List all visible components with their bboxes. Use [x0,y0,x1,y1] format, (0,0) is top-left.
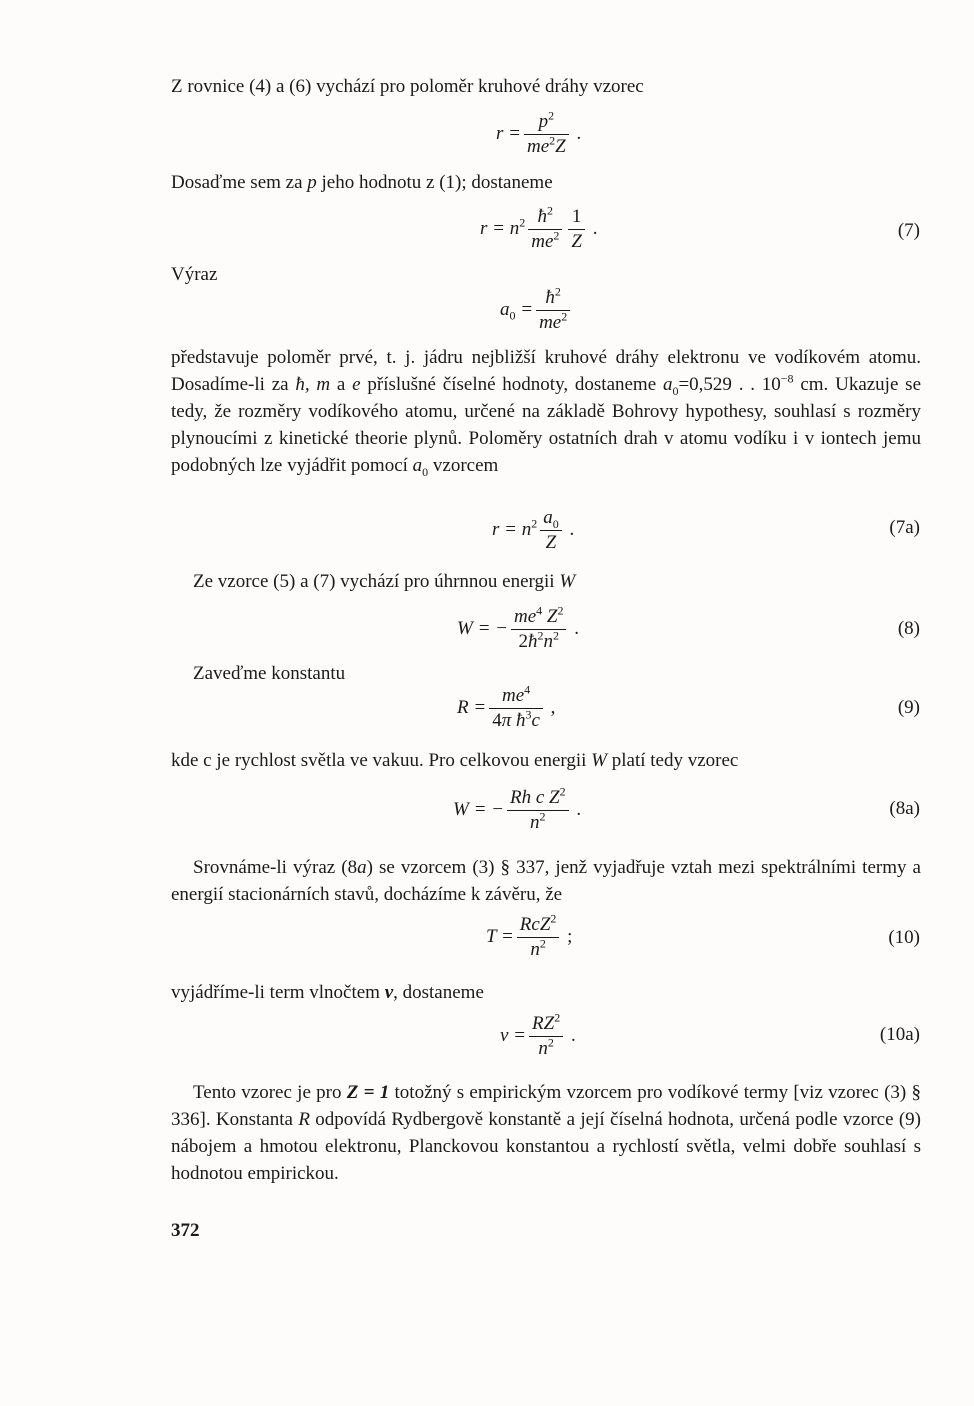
equation-number-7: (7) [897,220,920,241]
equation-number-10a: (10a) [879,1024,920,1045]
paragraph-3: představuje poloměr prvé, t. j. jádru nejbližší kruhové dráhy elektronu ve vodíkovém atomu. Dosadíme-li za ħ, m a e příslušné číselné hodnoty, dostaneme $a_0=0,529$ . . $10^{-8}$ cm. Ukazuje se tedy, že rozměry vodíkového atomu, určené na základě Bohrovy hypothesy, souhlasí s rozměry plynoucími z kinetické theorie plynů. Poloměry ostatních drah v atomu vodíku i v iontech jemu podobných lze vyjádřit pomocí $a_0$ vzorcem [171,347,922,479]
equation-number-7a: (7a) [889,517,920,538]
equation-8: W = − $\frac{me^4 Z^2}{2ħ^2n^2}$ . [457,603,579,652]
paragraph-2: Dosaďme sem za p jeho hodnotu z (1); dostaneme [171,172,553,193]
equation-r-p: r = $\frac{p^2}{me^2Z}$ . [496,108,582,157]
page-number: 372 [171,1220,200,1241]
equation-number-10: (10) [888,927,920,948]
paragraph-1: Z rovnice (4) a (6) vychází pro poloměr kruhové dráhy vzorec [171,76,644,97]
paragraph-vyraz: Výraz [171,264,218,285]
equation-9: R = $\frac{me^4}{4\pi ħ^3c}$ , [457,682,556,731]
equation-10: T = $\frac{RcZ^2}{n^2}$ ; [486,911,573,960]
equation-8a: W = − $\frac{Rh c Z^2}{n^2}$ . [453,784,582,833]
paragraph-8: vyjádříme-li term vlnočtem ν, dostaneme [171,982,484,1003]
paragraph-4: Ze vzorce (5) a (7) vychází pro úhrnnou energii W [193,571,576,592]
paragraph-9: Tento vzorec je pro Z = 1 totožný s empirickým vzorcem pro vodíkové termy [viz vzorec (3) § 336]. Konstanta R odpovídá Rydbergově konstantě a její číselná hodnota, určená podle vzorce (9) nábojem a hmotou elektronu, Planckovou konstantou a rychlostí světla, velmi dobře souhlasí s hodnotou empirickou. [171,1082,922,1184]
equation-number-8a: (8a) [889,798,920,819]
paragraph-5: Zaveďme konstantu [193,663,346,684]
paragraph-6: kde c je rychlost světla ve vakuu. Pro celkovou energii W platí tedy vzorec [171,750,739,771]
equation-number-8: (8) [897,618,920,639]
equation-7: $r = n^2$ $\frac{ħ^2}{me^2}$ $\frac{1}{Z}$ . [480,203,598,252]
equation-a0: $a_0$ = $\frac{ħ^2}{me^2}$ [500,286,573,335]
equation-7a: $r = n^2$ $\frac{a_0}{Z}$ . [492,507,575,553]
paragraph-7: Srovnáme-li výraz (8a) se vzorcem (3) § 337, jenž vyjadřuje vztah mezi spektrálními termy a energií stacionárních stavů, docházíme k závěru, že [171,857,921,905]
equation-10a: ν = $\frac{RZ^2}{n^2}$ . [500,1010,576,1059]
equation-number-9: (9) [897,697,920,718]
